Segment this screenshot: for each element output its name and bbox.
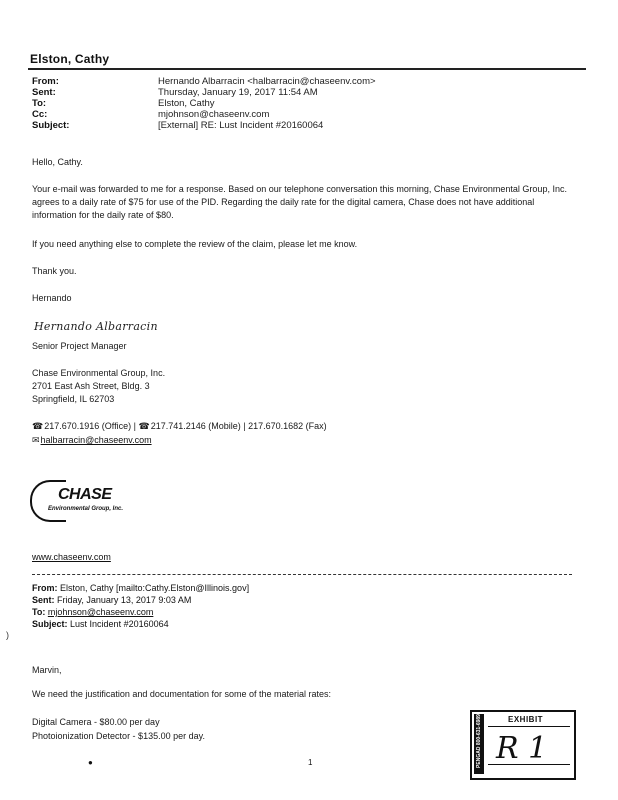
signature-city: Springfield, IL 62703 (32, 394, 115, 404)
mobile-phone: 217.741.2146 (Mobile) (150, 421, 241, 431)
signature-email-row (32, 434, 572, 447)
to-label: To: (32, 98, 47, 109)
website-row (32, 551, 572, 564)
quoted-from-label: From: (32, 583, 58, 593)
from-value: Hernando Albarracin <halbarracin@chaseenv.com> (158, 76, 376, 87)
exhibit-side-text: PENGAD 800-631-6989 (475, 714, 482, 768)
sent-value: Thursday, January 19, 2017 11:54 AM (158, 87, 318, 98)
chase-logo (30, 478, 140, 528)
quoted-from-value: Elston, Cathy [mailto:Cathy.Elston@Illinois.gov] (60, 583, 250, 593)
office-phone: 217.670.1916 (Office) (44, 421, 132, 431)
body-paragraph-2: If you need anything else to complete the review of the claim, please let me know. (32, 239, 358, 249)
quoted-from-row (32, 582, 249, 594)
subject-value: [External] RE: Lust Incident #20160064 (158, 120, 324, 131)
quoted-header (32, 582, 249, 630)
email-header (32, 76, 376, 131)
quoted-paragraph: We need the justification and documentation for some of the material rates: (32, 689, 331, 699)
cc-row (32, 109, 376, 120)
quoted-item-2: Photoionization Detector - $135.00 per day. (32, 731, 205, 741)
document-owner-title: Elston, Cathy (30, 52, 110, 66)
phone-icon: ☎ (32, 421, 44, 431)
quoted-to-row (32, 606, 249, 618)
quoted-to-label: To: (32, 607, 46, 617)
body-thanks: Thank you. (32, 266, 77, 276)
exhibit-bottom-rule (488, 764, 570, 765)
exhibit-side-strip (474, 714, 484, 774)
logo-subtitle: Environmental Group, Inc. (48, 506, 124, 512)
signature-email-link[interactable]: halbarracin@chaseenv.com (40, 435, 152, 445)
left-margin-mark: ) (6, 630, 9, 640)
cc-label: Cc: (32, 109, 48, 120)
body-paragraph-1: Your e-mail was forwarded to me for a response. Based on our telephone conversation this morning, Chase Environmental Group, Inc. agrees to a daily rate of $75 for use of the PID. Regarding the daily rate for the digital camera, Chase does not have additional information for the daily rate of $80. (32, 184, 567, 220)
website-link[interactable]: www.chaseenv.com (32, 552, 111, 562)
phone-separator-2: | (240, 421, 249, 431)
signature-street: 2701 East Ash Street, Bldg. 3 (32, 381, 150, 391)
quoted-to-value[interactable]: mjohnson@chaseenv.com (47, 607, 154, 617)
signature-title: Senior Project Manager (32, 341, 127, 351)
logo-brand: CHASE (58, 486, 112, 503)
sent-row (32, 87, 376, 98)
mobile-phone-icon: ☎ (138, 421, 150, 431)
quoted-subject-label: Subject: (32, 619, 68, 629)
mail-icon: ✉ (32, 435, 40, 445)
fax-number: 217.670.1682 (Fax) (248, 421, 327, 431)
page-number: 1 (308, 758, 313, 767)
title-divider (28, 68, 586, 70)
to-row (32, 98, 376, 109)
body-name: Hernando (32, 293, 72, 303)
quoted-divider (32, 574, 572, 575)
quoted-sent-label: Sent: (32, 595, 55, 605)
quoted-subject-value: Lust Incident #20160064 (70, 619, 169, 629)
from-row (32, 76, 376, 87)
exhibit-mark: R 1 (496, 731, 548, 766)
quoted-sent-value: Friday, January 13, 2017 9:03 AM (57, 595, 192, 605)
exhibit-label: EXHIBIT (508, 715, 544, 724)
quoted-sent-row (32, 594, 249, 606)
cc-value: mjohnson@chaseenv.com (158, 109, 270, 120)
signature-phones (32, 420, 572, 433)
subject-row (32, 120, 376, 131)
phone-separator-1: | (131, 421, 139, 431)
quoted-subject-row (32, 618, 249, 630)
body-greeting: Hello, Cathy. (32, 157, 83, 167)
exhibit-sticker (470, 710, 576, 780)
exhibit-label-rule (488, 726, 570, 727)
quoted-item-1: Digital Camera - $80.00 per day (32, 717, 160, 727)
subject-label: Subject: (32, 120, 70, 131)
signature-company: Chase Environmental Group, Inc. (32, 368, 166, 378)
handwritten-signature: Hernando Albarracin (34, 320, 158, 333)
sent-label: Sent: (32, 87, 56, 98)
from-label: From: (32, 76, 59, 87)
footer-bullet-icon: ● (88, 758, 93, 767)
quoted-greeting: Marvin, (32, 665, 62, 675)
to-value: Elston, Cathy (158, 98, 215, 109)
